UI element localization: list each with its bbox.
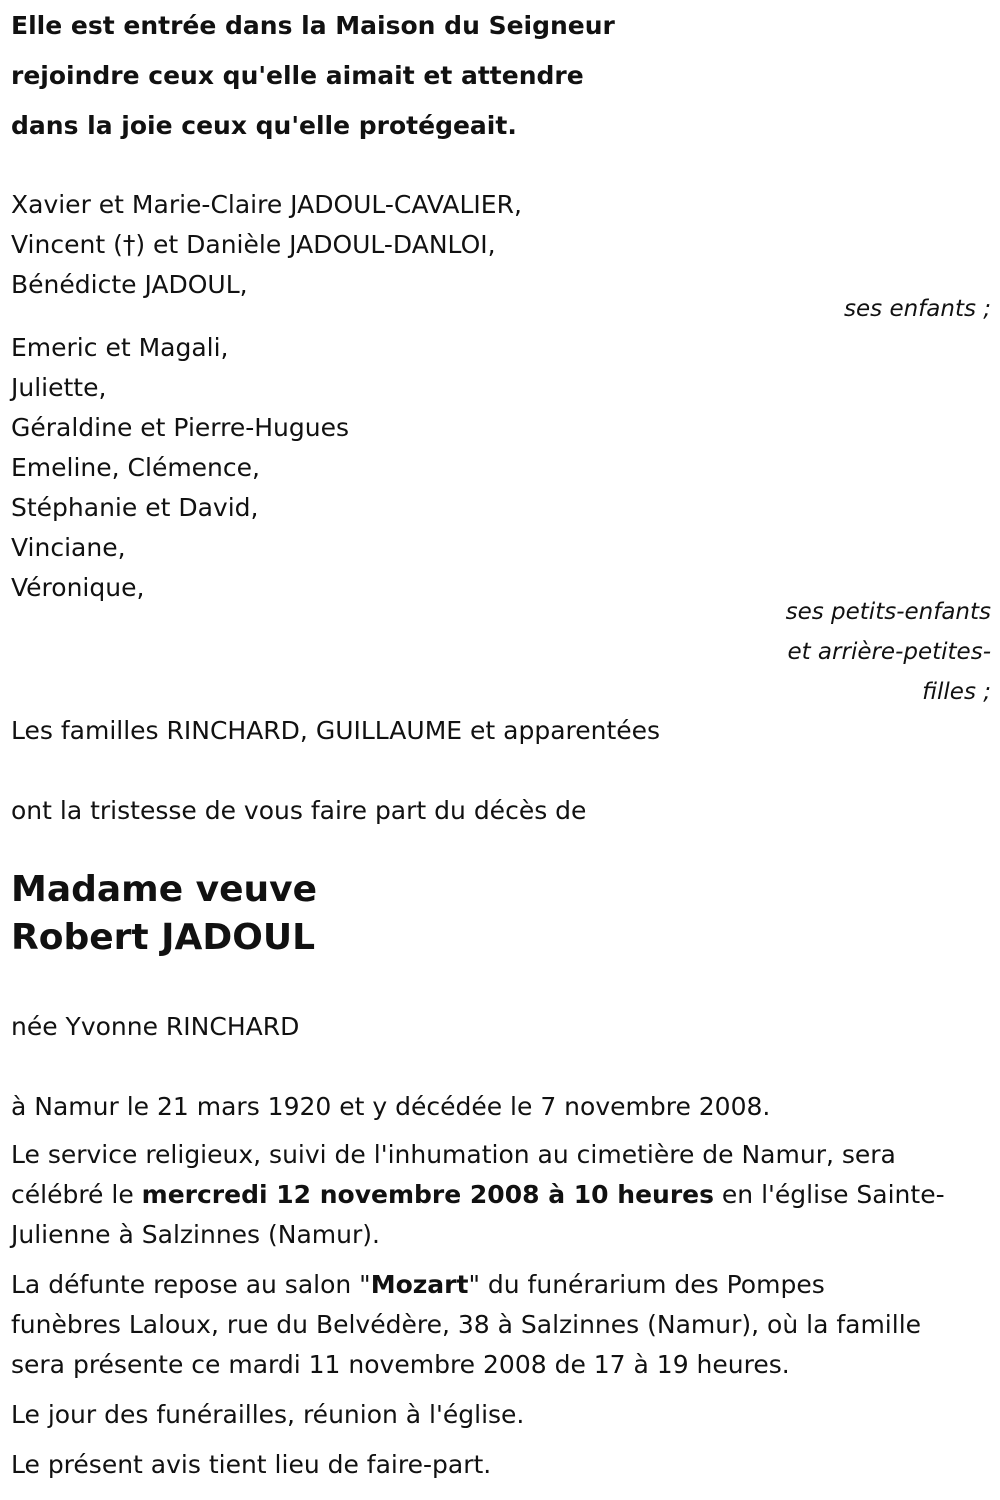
child-line-1: Xavier et Marie-Claire JADOUL-CAVALIER, bbox=[11, 190, 522, 219]
announcement-line: ont la tristesse de vous faire part du décès de bbox=[11, 796, 587, 825]
birth-death-line: à Namur le 21 mars 1920 et y décédée le 7 novembre 2008. bbox=[11, 1092, 771, 1121]
grandchild-line-2: Juliette, bbox=[11, 373, 107, 402]
grandchildren-role-1: ses petits-enfants bbox=[785, 599, 991, 625]
grandchild-line-5: Stéphanie et David, bbox=[11, 493, 259, 522]
salon-name: Mozart bbox=[370, 1270, 469, 1299]
service-line-3: Julienne à Salzinnes (Namur). bbox=[11, 1220, 380, 1249]
families-line: Les familles RINCHARD, GUILLAUME et apparentées bbox=[11, 716, 661, 745]
repose-line-3: sera présente ce mardi 11 novembre 2008 de 17 à 19 heures. bbox=[11, 1350, 790, 1379]
repose-line-1 bbox=[11, 1270, 825, 1300]
notice-line: Le présent avis tient lieu de faire-part. bbox=[11, 1450, 492, 1479]
deceased-title-line-2: Robert JADOUL bbox=[11, 917, 316, 958]
intro-line-3: dans la joie ceux qu'elle protégeait. bbox=[11, 111, 517, 140]
service-line-1: Le service religieux, suivi de l'inhumation au cimetière de Namur, sera bbox=[11, 1140, 896, 1169]
grandchildren-role-2: et arrière-petites- bbox=[787, 639, 991, 665]
service-line-2-post: en l'église Sainte- bbox=[713, 1180, 945, 1209]
grandchild-line-4: Emeline, Clémence, bbox=[11, 453, 260, 482]
deceased-title-line-1: Madame veuve bbox=[11, 869, 318, 910]
birth-name: née Yvonne RINCHARD bbox=[11, 1012, 300, 1041]
repose-line-1-pre: La défunte repose au salon " bbox=[11, 1270, 371, 1299]
grandchildren-role-3: filles ; bbox=[922, 679, 991, 705]
service-date: mercredi 12 novembre 2008 à 10 heures bbox=[141, 1180, 714, 1209]
meeting-line: Le jour des funérailles, réunion à l'église. bbox=[11, 1400, 525, 1429]
grandchild-line-3: Géraldine et Pierre-Hugues bbox=[11, 413, 350, 442]
child-line-3: Bénédicte JADOUL, bbox=[11, 270, 248, 299]
service-line-2 bbox=[11, 1180, 945, 1210]
child-line-2: Vincent (†) et Danièle JADOUL-DANLOI, bbox=[11, 230, 496, 259]
service-line-2-pre: célébré le bbox=[11, 1180, 142, 1209]
intro-line-1: Elle est entrée dans la Maison du Seigneur bbox=[11, 11, 615, 40]
children-role: ses enfants ; bbox=[844, 296, 991, 322]
repose-line-1-post: " du funérarium des Pompes bbox=[468, 1270, 825, 1299]
grandchild-line-7: Véronique, bbox=[11, 573, 145, 602]
repose-line-2: funèbres Laloux, rue du Belvédère, 38 à Salzinnes (Namur), où la famille bbox=[11, 1310, 922, 1339]
grandchild-line-6: Vinciane, bbox=[11, 533, 126, 562]
grandchild-line-1: Emeric et Magali, bbox=[11, 333, 229, 362]
intro-line-2: rejoindre ceux qu'elle aimait et attendre bbox=[11, 61, 584, 90]
